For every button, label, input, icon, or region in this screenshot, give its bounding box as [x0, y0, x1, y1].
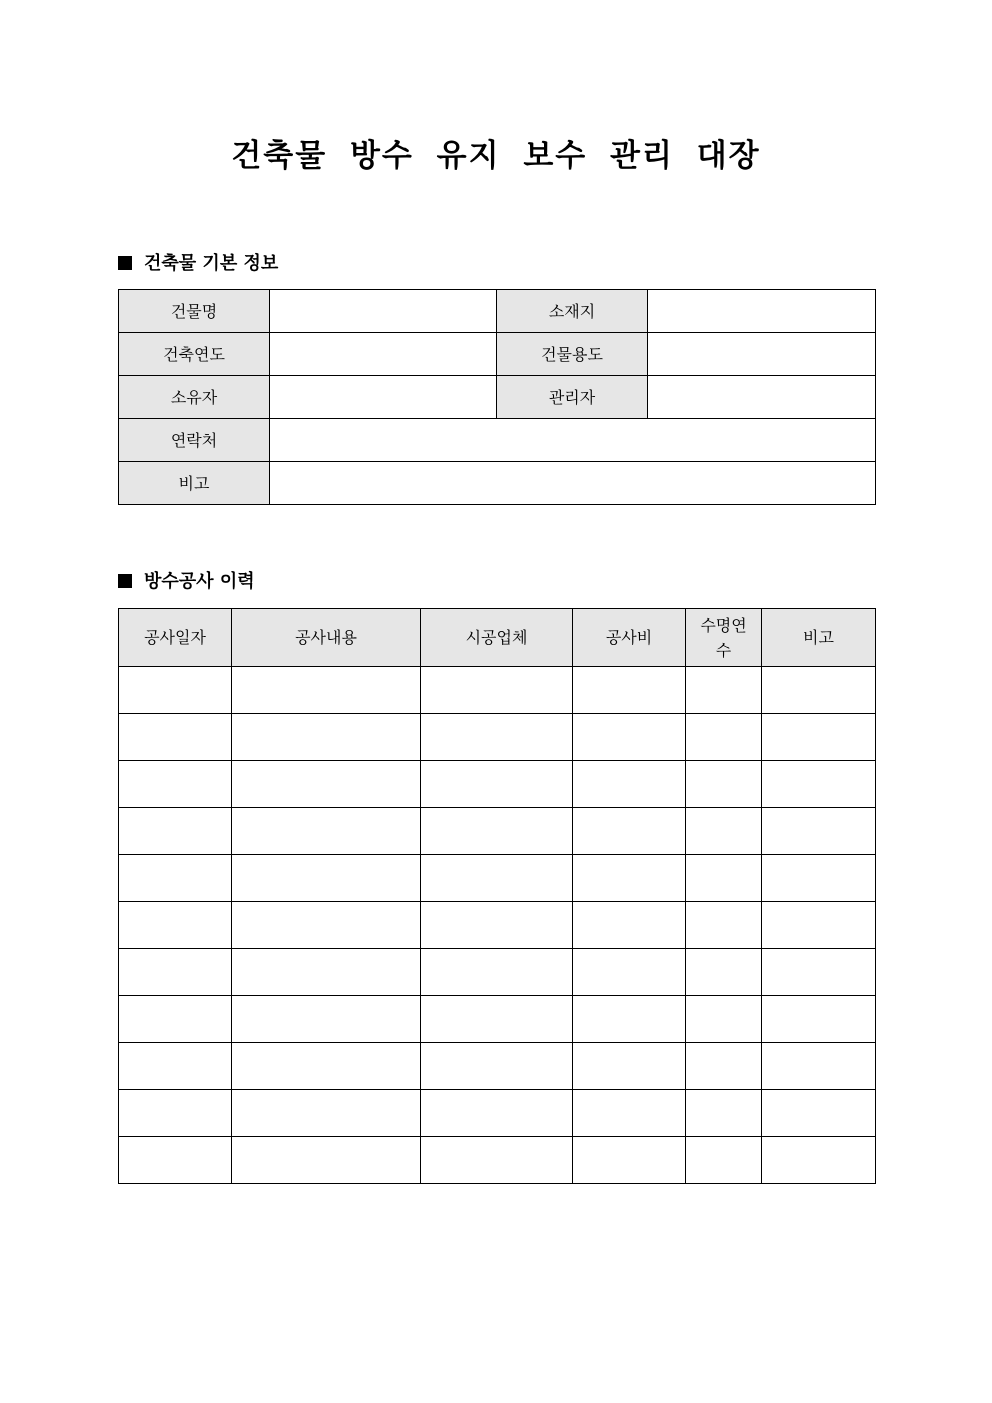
history-header-row	[119, 609, 876, 667]
lifespan-cell[interactable]	[686, 949, 762, 996]
contact-label: 연락처	[119, 419, 270, 462]
table-row	[119, 855, 876, 902]
cost-cell[interactable]	[573, 808, 686, 855]
cost-cell[interactable]	[573, 949, 686, 996]
date-cell[interactable]	[119, 949, 232, 996]
content-cell[interactable]	[232, 1043, 421, 1090]
lifespan-cell[interactable]	[686, 1137, 762, 1184]
manager-label: 관리자	[497, 376, 648, 419]
content-cell[interactable]	[232, 855, 421, 902]
remarks-field[interactable]	[270, 462, 876, 505]
basic-info-heading	[118, 252, 278, 276]
contractor-cell[interactable]	[421, 855, 573, 902]
remarks-cell[interactable]	[762, 667, 876, 714]
cost-cell[interactable]	[573, 667, 686, 714]
remarks-cell[interactable]	[762, 1137, 876, 1184]
cost-cell[interactable]	[573, 714, 686, 761]
basic-info-heading-text: 건축물 기본 정보	[144, 253, 279, 274]
history-heading	[118, 570, 255, 594]
cost-cell[interactable]	[573, 855, 686, 902]
square-bullet-icon	[118, 256, 132, 270]
remarks-cell[interactable]	[762, 808, 876, 855]
owner-label: 소유자	[119, 376, 270, 419]
table-row	[119, 808, 876, 855]
col-header-lifespan: 수명연 수	[686, 609, 762, 667]
lifespan-cell[interactable]	[686, 1090, 762, 1137]
building-name-label: 건물명	[119, 290, 270, 333]
build-year-label: 건축연도	[119, 333, 270, 376]
lifespan-cell[interactable]	[686, 714, 762, 761]
content-cell[interactable]	[232, 949, 421, 996]
remarks-cell[interactable]	[762, 1043, 876, 1090]
history-heading-text: 방수공사 이력	[144, 571, 255, 592]
remarks-cell[interactable]	[762, 714, 876, 761]
contractor-cell[interactable]	[421, 902, 573, 949]
table-row	[119, 949, 876, 996]
building-name-field[interactable]	[270, 290, 497, 333]
cost-cell[interactable]	[573, 1137, 686, 1184]
date-cell[interactable]	[119, 855, 232, 902]
cost-cell[interactable]	[573, 1090, 686, 1137]
content-cell[interactable]	[232, 808, 421, 855]
date-cell[interactable]	[119, 808, 232, 855]
location-label: 소재지	[497, 290, 648, 333]
contractor-cell[interactable]	[421, 667, 573, 714]
col-header-remarks: 비고	[762, 609, 876, 667]
contractor-cell[interactable]	[421, 996, 573, 1043]
content-cell[interactable]	[232, 1137, 421, 1184]
contractor-cell[interactable]	[421, 1137, 573, 1184]
info-row-2	[119, 333, 876, 376]
content-cell[interactable]	[232, 667, 421, 714]
table-row	[119, 761, 876, 808]
lifespan-cell[interactable]	[686, 902, 762, 949]
content-cell[interactable]	[232, 761, 421, 808]
table-row	[119, 1137, 876, 1184]
owner-field[interactable]	[270, 376, 497, 419]
content-cell[interactable]	[232, 714, 421, 761]
contractor-cell[interactable]	[421, 949, 573, 996]
col-header-content: 공사내용	[232, 609, 421, 667]
build-year-field[interactable]	[270, 333, 497, 376]
table-row	[119, 714, 876, 761]
remarks-cell[interactable]	[762, 902, 876, 949]
lifespan-cell[interactable]	[686, 667, 762, 714]
table-row	[119, 902, 876, 949]
manager-field[interactable]	[648, 376, 876, 419]
remarks-cell[interactable]	[762, 1090, 876, 1137]
content-cell[interactable]	[232, 902, 421, 949]
contractor-cell[interactable]	[421, 714, 573, 761]
date-cell[interactable]	[119, 902, 232, 949]
contractor-cell[interactable]	[421, 808, 573, 855]
info-row-4	[119, 419, 876, 462]
date-cell[interactable]	[119, 1043, 232, 1090]
remarks-cell[interactable]	[762, 761, 876, 808]
col-header-contractor: 시공업체	[421, 609, 573, 667]
info-row-5	[119, 462, 876, 505]
lifespan-cell[interactable]	[686, 996, 762, 1043]
col-header-date: 공사일자	[119, 609, 232, 667]
contact-field[interactable]	[270, 419, 876, 462]
date-cell[interactable]	[119, 996, 232, 1043]
table-row	[119, 667, 876, 714]
usage-field[interactable]	[648, 333, 876, 376]
date-cell[interactable]	[119, 667, 232, 714]
cost-cell[interactable]	[573, 761, 686, 808]
document-title: 건축물 방수 유지 보수 관리 대장	[231, 138, 761, 174]
remarks-cell[interactable]	[762, 996, 876, 1043]
usage-label: 건물용도	[497, 333, 648, 376]
remarks-cell[interactable]	[762, 949, 876, 996]
info-row-1	[119, 290, 876, 333]
lifespan-cell[interactable]	[686, 855, 762, 902]
cost-cell[interactable]	[573, 1043, 686, 1090]
col-header-cost: 공사비	[573, 609, 686, 667]
cost-cell[interactable]	[573, 996, 686, 1043]
contractor-cell[interactable]	[421, 1043, 573, 1090]
remarks-label: 비고	[119, 462, 270, 505]
table-row	[119, 1043, 876, 1090]
location-field[interactable]	[648, 290, 876, 333]
square-bullet-icon	[118, 574, 132, 588]
contractor-cell[interactable]	[421, 1090, 573, 1137]
lifespan-cell[interactable]	[686, 808, 762, 855]
history-table-body	[119, 609, 876, 1184]
date-cell[interactable]	[119, 1137, 232, 1184]
history-table	[118, 608, 876, 1184]
date-cell[interactable]	[119, 1090, 232, 1137]
date-cell[interactable]	[119, 761, 232, 808]
cost-cell[interactable]	[573, 902, 686, 949]
remarks-cell[interactable]	[762, 855, 876, 902]
lifespan-cell[interactable]	[686, 1043, 762, 1090]
date-cell[interactable]	[119, 714, 232, 761]
table-row	[119, 996, 876, 1043]
content-cell[interactable]	[232, 996, 421, 1043]
info-row-3	[119, 376, 876, 419]
table-row	[119, 1090, 876, 1137]
content-cell[interactable]	[232, 1090, 421, 1137]
lifespan-cell[interactable]	[686, 761, 762, 808]
contractor-cell[interactable]	[421, 761, 573, 808]
basic-info-table	[118, 289, 876, 505]
